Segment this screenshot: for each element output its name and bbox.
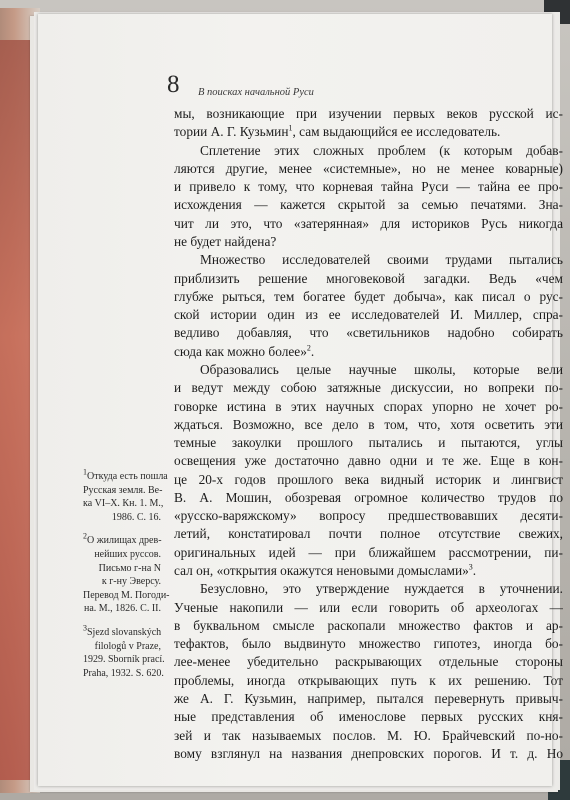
text-line: в буквальном смысле раскопали множество фактов и ар-	[174, 617, 563, 633]
main-text	[174, 105, 563, 763]
text-line: и ведут между собою затяжные дискуссии, но вопреки по-	[174, 380, 563, 396]
text-line: глубже рыться, тем богатее будет добыча», как писал о рус-	[174, 288, 563, 304]
footnote-ref: 2	[306, 343, 311, 353]
footnote-line: Русская земля. Ве-	[83, 484, 163, 496]
text-line: ждаться. Возможно, все дело в том, что, хотя осветить эти	[174, 416, 563, 432]
footnote-line: 1929. Sborník prací.	[83, 654, 165, 666]
paragraph	[174, 251, 563, 361]
footnote-marker: 2	[83, 532, 87, 542]
text-line: лее-менее убедительно раскрывающих отдельные стороны	[174, 654, 563, 670]
footnote-line: filologů v Praze,	[94, 640, 161, 652]
text-line: «русско-варяжскому» вопросу предшествовавших десяти-	[174, 508, 563, 524]
text-line: же А. Г. Кузьмин, например, пытался перевернуть привыч-	[174, 691, 563, 706]
paragraph	[174, 105, 563, 142]
text-line: тефактов, было выдвинуто множество гипотез, иногда бо-	[174, 636, 563, 652]
footnote-line: нейших руссов.	[94, 548, 161, 560]
text-line: Образовались целые научные школы, которые вели	[200, 361, 563, 377]
footnote-ref: 1	[288, 123, 293, 133]
footnote-line: ка VI–X. Кн. 1. М.,	[83, 498, 164, 510]
footnote-marker: 1	[83, 467, 87, 477]
text-line: Сплетение этих сложных проблем (к которым добав-	[200, 142, 563, 158]
text-line: Ученые накопили — или если говорить об археологах —	[174, 599, 563, 615]
footnote-ref: 3	[468, 562, 473, 572]
text-line: Безусловно, это утверждение нуждается в уточнении.	[200, 581, 563, 597]
text-line: ской истории один из ее исследователей И. Миллер, спра-	[174, 307, 563, 323]
footnote-line: 1986. С. 16.	[111, 511, 161, 523]
footnote-line: на. М., 1826. С. II.	[83, 603, 161, 615]
footnote-line: к г-ну Эверсу.	[101, 576, 161, 588]
footnote-line: $^1$Откуда есть пошла	[83, 467, 168, 482]
text-line: чит ли это, что «затерянная» для историков Русь никогда	[174, 215, 563, 231]
text-line: приблизить решение многовековой загадки. Ведь «чем	[174, 270, 563, 286]
text-line: тории А. Г. Кузьмин$^1$, сам выдающийся ее исследователь.	[174, 123, 501, 140]
text-line: ведливо добавляя, что «светильников надобно собирать	[174, 325, 563, 341]
footnote-marker: 3	[83, 623, 87, 633]
text-line: Множество исследователей своими трудами пытались	[200, 252, 563, 268]
text-line: зей и так называемых послов. М. Ю. Брайчевский по-но-	[174, 727, 563, 743]
book-cover-red-edge	[0, 40, 32, 780]
paragraph	[174, 580, 563, 763]
paragraph	[174, 361, 563, 580]
text-line: не будет найдена?	[174, 233, 277, 249]
text-line: исхождения — кажется скрытой за семью печатями. Зна-	[174, 197, 563, 213]
text-line: сал он, «открытия окажутся неновыми домыслами»$^3$.	[174, 562, 477, 579]
book-page	[38, 14, 563, 786]
footnote-line: Перевод М. Погоди-	[83, 589, 170, 601]
text-line: летий, констатировал почти полное отсутствие свежих,	[174, 526, 563, 542]
text-line: сюда как можно более»$^2$.	[174, 343, 315, 359]
text-line: В. А. Мошин, обозревая огромное количество трудов по	[174, 489, 563, 505]
text-line: ные представления об именослове первых русских кня-	[174, 709, 563, 725]
text-line: и привело к тому, что корневая тайна Руси — тайна ее про-	[174, 179, 563, 195]
footnote	[83, 467, 168, 524]
text-line: ляются другие, менее «системные», но не менее коварные)	[174, 160, 563, 176]
footnotes-column	[83, 467, 170, 690]
footnote-line: $^3$Sjezd slovanských	[83, 623, 162, 638]
text-line: освещения уже достаточно давно одни и те же. Еще в кон-	[174, 453, 563, 469]
running-title: В поисках начальной Руси	[198, 87, 314, 98]
page-number: 8	[167, 71, 180, 98]
text-line: це 20-х годов прошлого века видный историк и лингвист	[174, 471, 563, 487]
text-line: проблемы, иногда открывающих путь к их решению. Тот	[174, 672, 563, 688]
footnote-line: Письмо г-на N	[98, 562, 161, 574]
footnote-line: $^2$О жилищах древ-	[83, 532, 162, 547]
footnote-line: Praha, 1932. S. 620.	[83, 667, 164, 679]
footnote	[83, 623, 165, 680]
text-line: темные закоулки прошлого пытались и пытаются, углы	[174, 435, 563, 451]
text-line: говорке истина в этих научных спорах упорно не хочет ро-	[174, 398, 563, 414]
text-line: вому взглянул на названия днепровских порогов. И т. д. Но	[174, 745, 563, 761]
text-line: оригинальных идей — при ближайшем рассмотрении, пи-	[174, 544, 563, 560]
footnote	[83, 532, 170, 616]
text-line: мы, возникающие при изучении первых веков русской ис-	[174, 106, 563, 121]
paragraph	[174, 142, 563, 252]
